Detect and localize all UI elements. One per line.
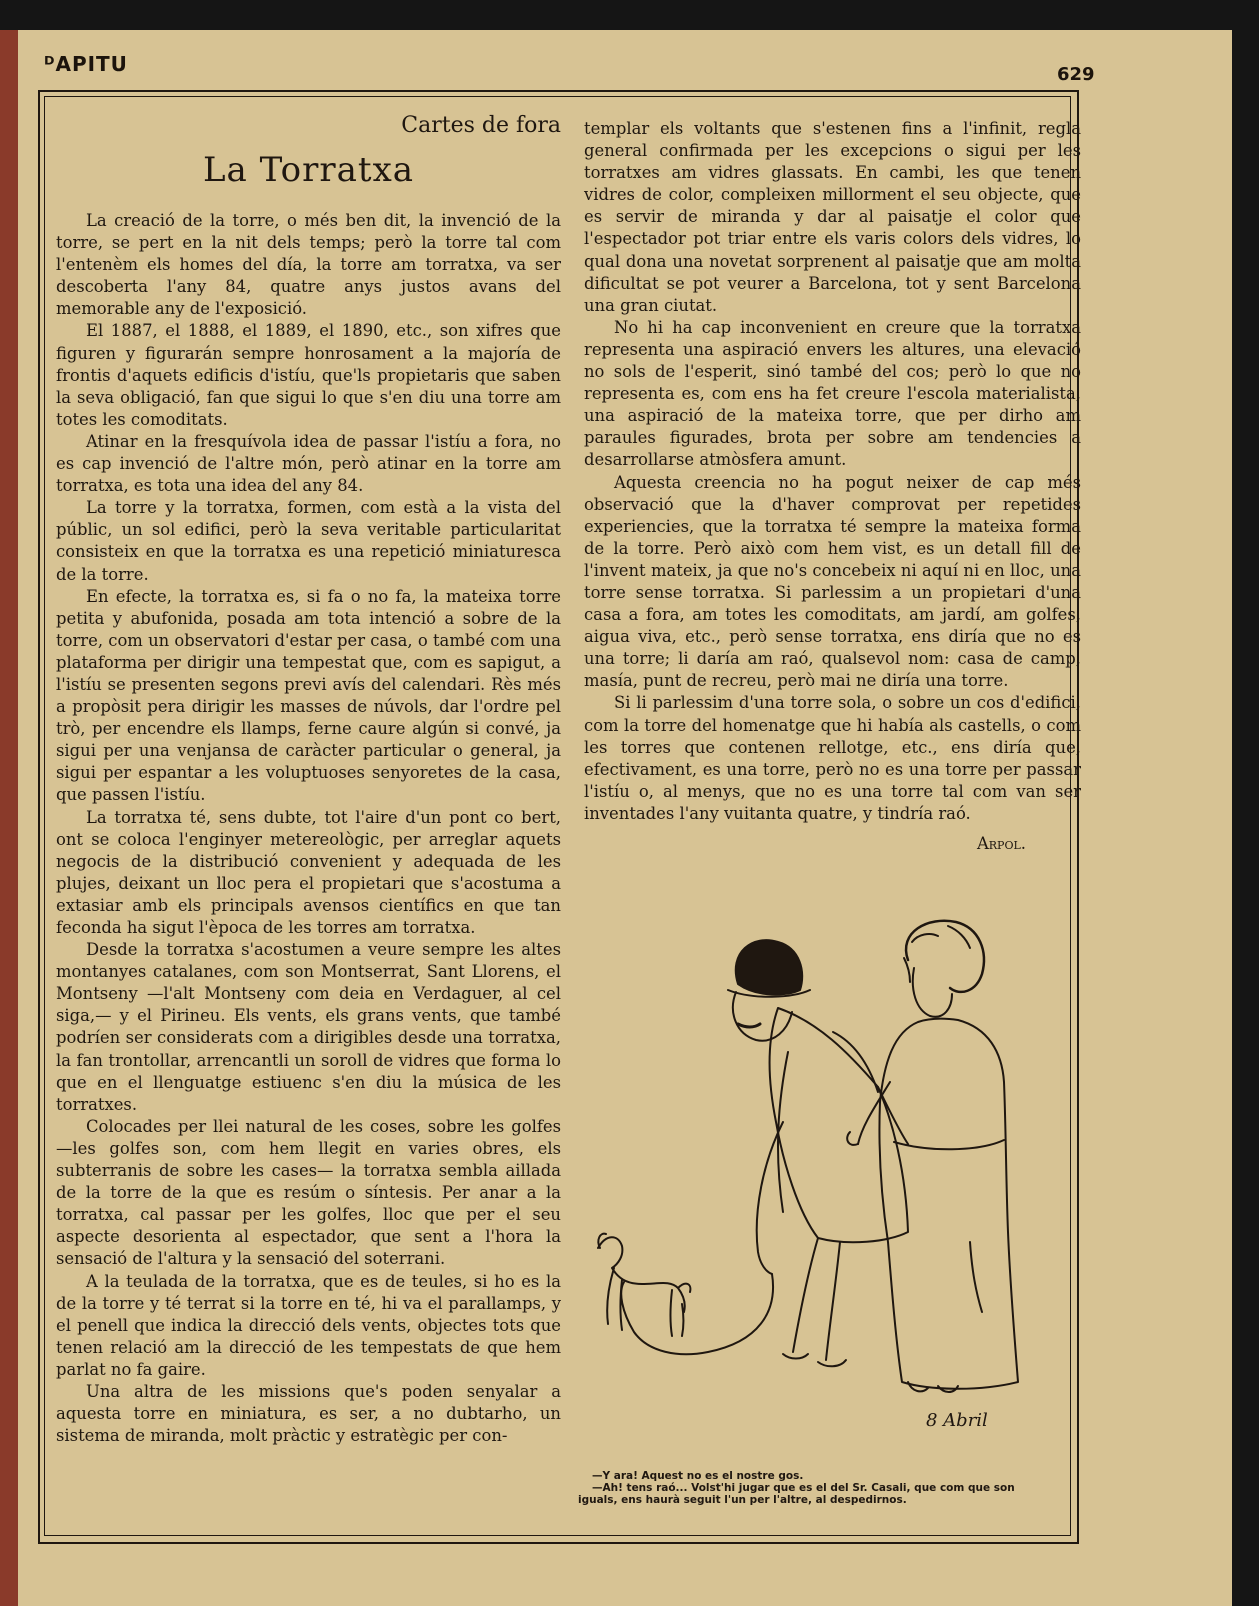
leash — [621, 1274, 773, 1354]
paragraph: Aquesta creencia no ha pogut neixer de cap més observació que la d'haver comprovat per repetides experiencies, que la torratxa té sempre la mateixa forma de la torre. Però això com hem vist, es un detall fill de l'invent mateix, ja que no's concebeix ni aquí ni en lloc, una torre sense torratxa. Si parlessim a un propietari d'una casa a fora, am totes les comoditats, am jardí, am golfes, aigua viva, etc., però sense torratxa, ens diría que no es una torre; li daría am raó, qualsevol nom: casa de camp, masía, punt de recreu, però mai ne diría una torre. — [584, 472, 1081, 691]
author-signature: Arpol. — [976, 834, 1026, 853]
right-column — [584, 118, 1081, 855]
paragraph: La torre y la torratxa, formen, com està a la vista del públic, un sol edifici, però la seva veritable particularitat consisteix en que la torratxa es una repetició miniaturesca de la torre. — [56, 498, 561, 584]
paragraph: Desde la torratxa s'acostumen a veure sempre les altes montanyes catalanes, com son Montserrat, Sant Llorens, el Montseny —l'alt Montseny com deia en Verdaguer, al cel siga,— y el Pirineu. Els vents, els grans vents, que també podríen ser considerats com a dirigibles desde una torratxa, la fan trontollar, arrencantli un soroll de vidres que forma lo que en el llenguatge estiuenc s'en diu la música de les torratxes. — [56, 940, 561, 1114]
woman-hair — [906, 921, 984, 992]
paragraph: La torratxa té, sens dubte, tot l'aire d'un pont co bert, ont se coloca l'enginyer metereològic, per arreglar aquets negocis de la distribució convenient y adequada de les plujes, deixant un lloc pera el propietari que s'acostuma a extasiar amb els principals avensos científics en que tan feconda ha sigut l'època de les torres am torratxa. — [56, 807, 561, 937]
cartoon-illustration — [578, 912, 1068, 1490]
illustration-caption — [578, 1470, 1078, 1506]
caption-line: —Ah! tens raó... Volst'hi jugar que es el del Sr. Casali, que com que son — [592, 1482, 1015, 1494]
section-heading: Cartes de fora — [401, 113, 561, 138]
paragraph: Una altra de les missions que's poden senyalar a aquesta torre en miniatura, es ser, a no dubtarho, un sistema de miranda, molt pràctic y estratègic per con- — [56, 1381, 561, 1446]
left-column — [56, 112, 561, 1447]
man-hat — [736, 940, 802, 994]
paragraph: Si li parlessim d'una torre sola, o sobre un cos d'edifici, com la torre del homenatge que hi había als castells, o com les torres que contenen rellotge, etc., ens diría que, efectivament, es una torre, però no es una torre per passar l'istíu o, al menys, que no es una torre tal com van ser inventades l'any vuitanta quatre, y tindría raó. — [584, 693, 1081, 823]
paragraph: La creació de la torre, o més ben dit, la invenció de la torre, se pert en la nit dels temps; però la torre tal com l'entenèm els homes del día, la torre am torratxa, va ser descoberta l'any 84, quatre anys justos avans del memorable any de l'exposició. — [56, 211, 561, 319]
woman-dress — [879, 1019, 1018, 1389]
man-head — [733, 992, 792, 1041]
woman-face — [913, 968, 952, 1017]
caption-line: iguals, ens haurà seguit l'un per l'altre, al despedirnos. — [578, 1494, 907, 1506]
paragraph: En efecte, la torratxa es, si fa o no fa, la mateixa torre petita y abufonida, posada am tota intenció a sobre de la torre, com un observatori d'estar per casa, o també com una plataforma per dirigir una tempestat que, com es sapigut, a l'istíu se presenten segons previ avís del calendari. Rès més a propòsit pera dirigir les masses de núvols, dar l'ordre pel trò, per encendre els llamps, ferne caure algún si convé, ja sigui per una venjansa de caràcter particular o general, ja sigui per espantar a les voluptuoses senyoretes de la casa, que passen l'istíu. — [56, 586, 561, 805]
artist-signature: 8 Abril — [926, 1410, 988, 1431]
paragraph: Colocades per llei natural de les coses, sobre les golfes —les golfes son, com hem llegit en varies obres, els subterranis de sobre les cases— la torratxa sembla aillada de la torre de la que es resúm o síntesis. Per anar a la torratxa, cal passar per les golfes, lloc que per el seu aspecte desorienta al espectador, que sent a l'hora la sensació de l'altura y la sensació del soterrani. — [56, 1116, 561, 1269]
article-title: La Torratxa — [202, 150, 415, 190]
paragraph: A la teulada de la torratxa, que es de teules, si ho es la de la torre y té terrat si la torre en té, hi va el parallamps, y el penell que indica la direcció dels vents, objectes tots que tenen relació am la direcció de les tempestats de que hem parlat no fa gaire. — [56, 1271, 561, 1379]
caption-line: —Y ara! Aquest no es el nostre gos. — [592, 1470, 804, 1482]
man-body — [770, 1008, 909, 1242]
dog — [598, 1237, 690, 1336]
publication-name: ᴰAPITU — [44, 52, 128, 76]
paragraph: No hi ha cap inconvenient en creure que la torratxa representa una aspiració envers les altures, una elevació no sols de l'esperit, sinó també del cos; però lo que no representa es, com ens ha fet creure l'escola materialista, una aspiració de la mateixa torre, que per dirho am paraules figurades, brota per sobre am tendencies a desarrollarse atmòsfera amunt. — [584, 317, 1081, 470]
man-legs — [793, 1238, 840, 1360]
paragraph: Atinar en la fresquívola idea de passar l'istíu a fora, no es cap invenció de l'altre món, però atinar en la torre am torratxa, es tota una idea del any 84. — [56, 431, 561, 496]
paragraph: templar els voltants que s'estenen fins a l'infinit, regla general confirmada per les excepcions o sigui per les torratxes am vidres glassats. En cambi, les que tenen vidres de color, compleixen millorment el seu objecte, que es servir de miranda y dar al paisatje el color que l'espectador pot triar entre els varis colors dels vidres, lo qual dona una novetat sorprenent al paisatje que am molta dificultat se pot veurer a Barcelona, tot y sent Barcelona una gran ciutat. — [584, 119, 1081, 315]
paragraph: El 1887, el 1888, el 1889, el 1890, etc., son xifres que figuren y figurarán sempre honrosament a la majoría de frontis d'aquets edificis d'istíu, que'ls propietaris que saben la seva obligació, fan que sigui lo que s'en diu una torre am totes les comoditats. — [56, 321, 561, 429]
page-number: 629 — [1057, 64, 1095, 85]
binding-edge — [0, 30, 18, 1606]
